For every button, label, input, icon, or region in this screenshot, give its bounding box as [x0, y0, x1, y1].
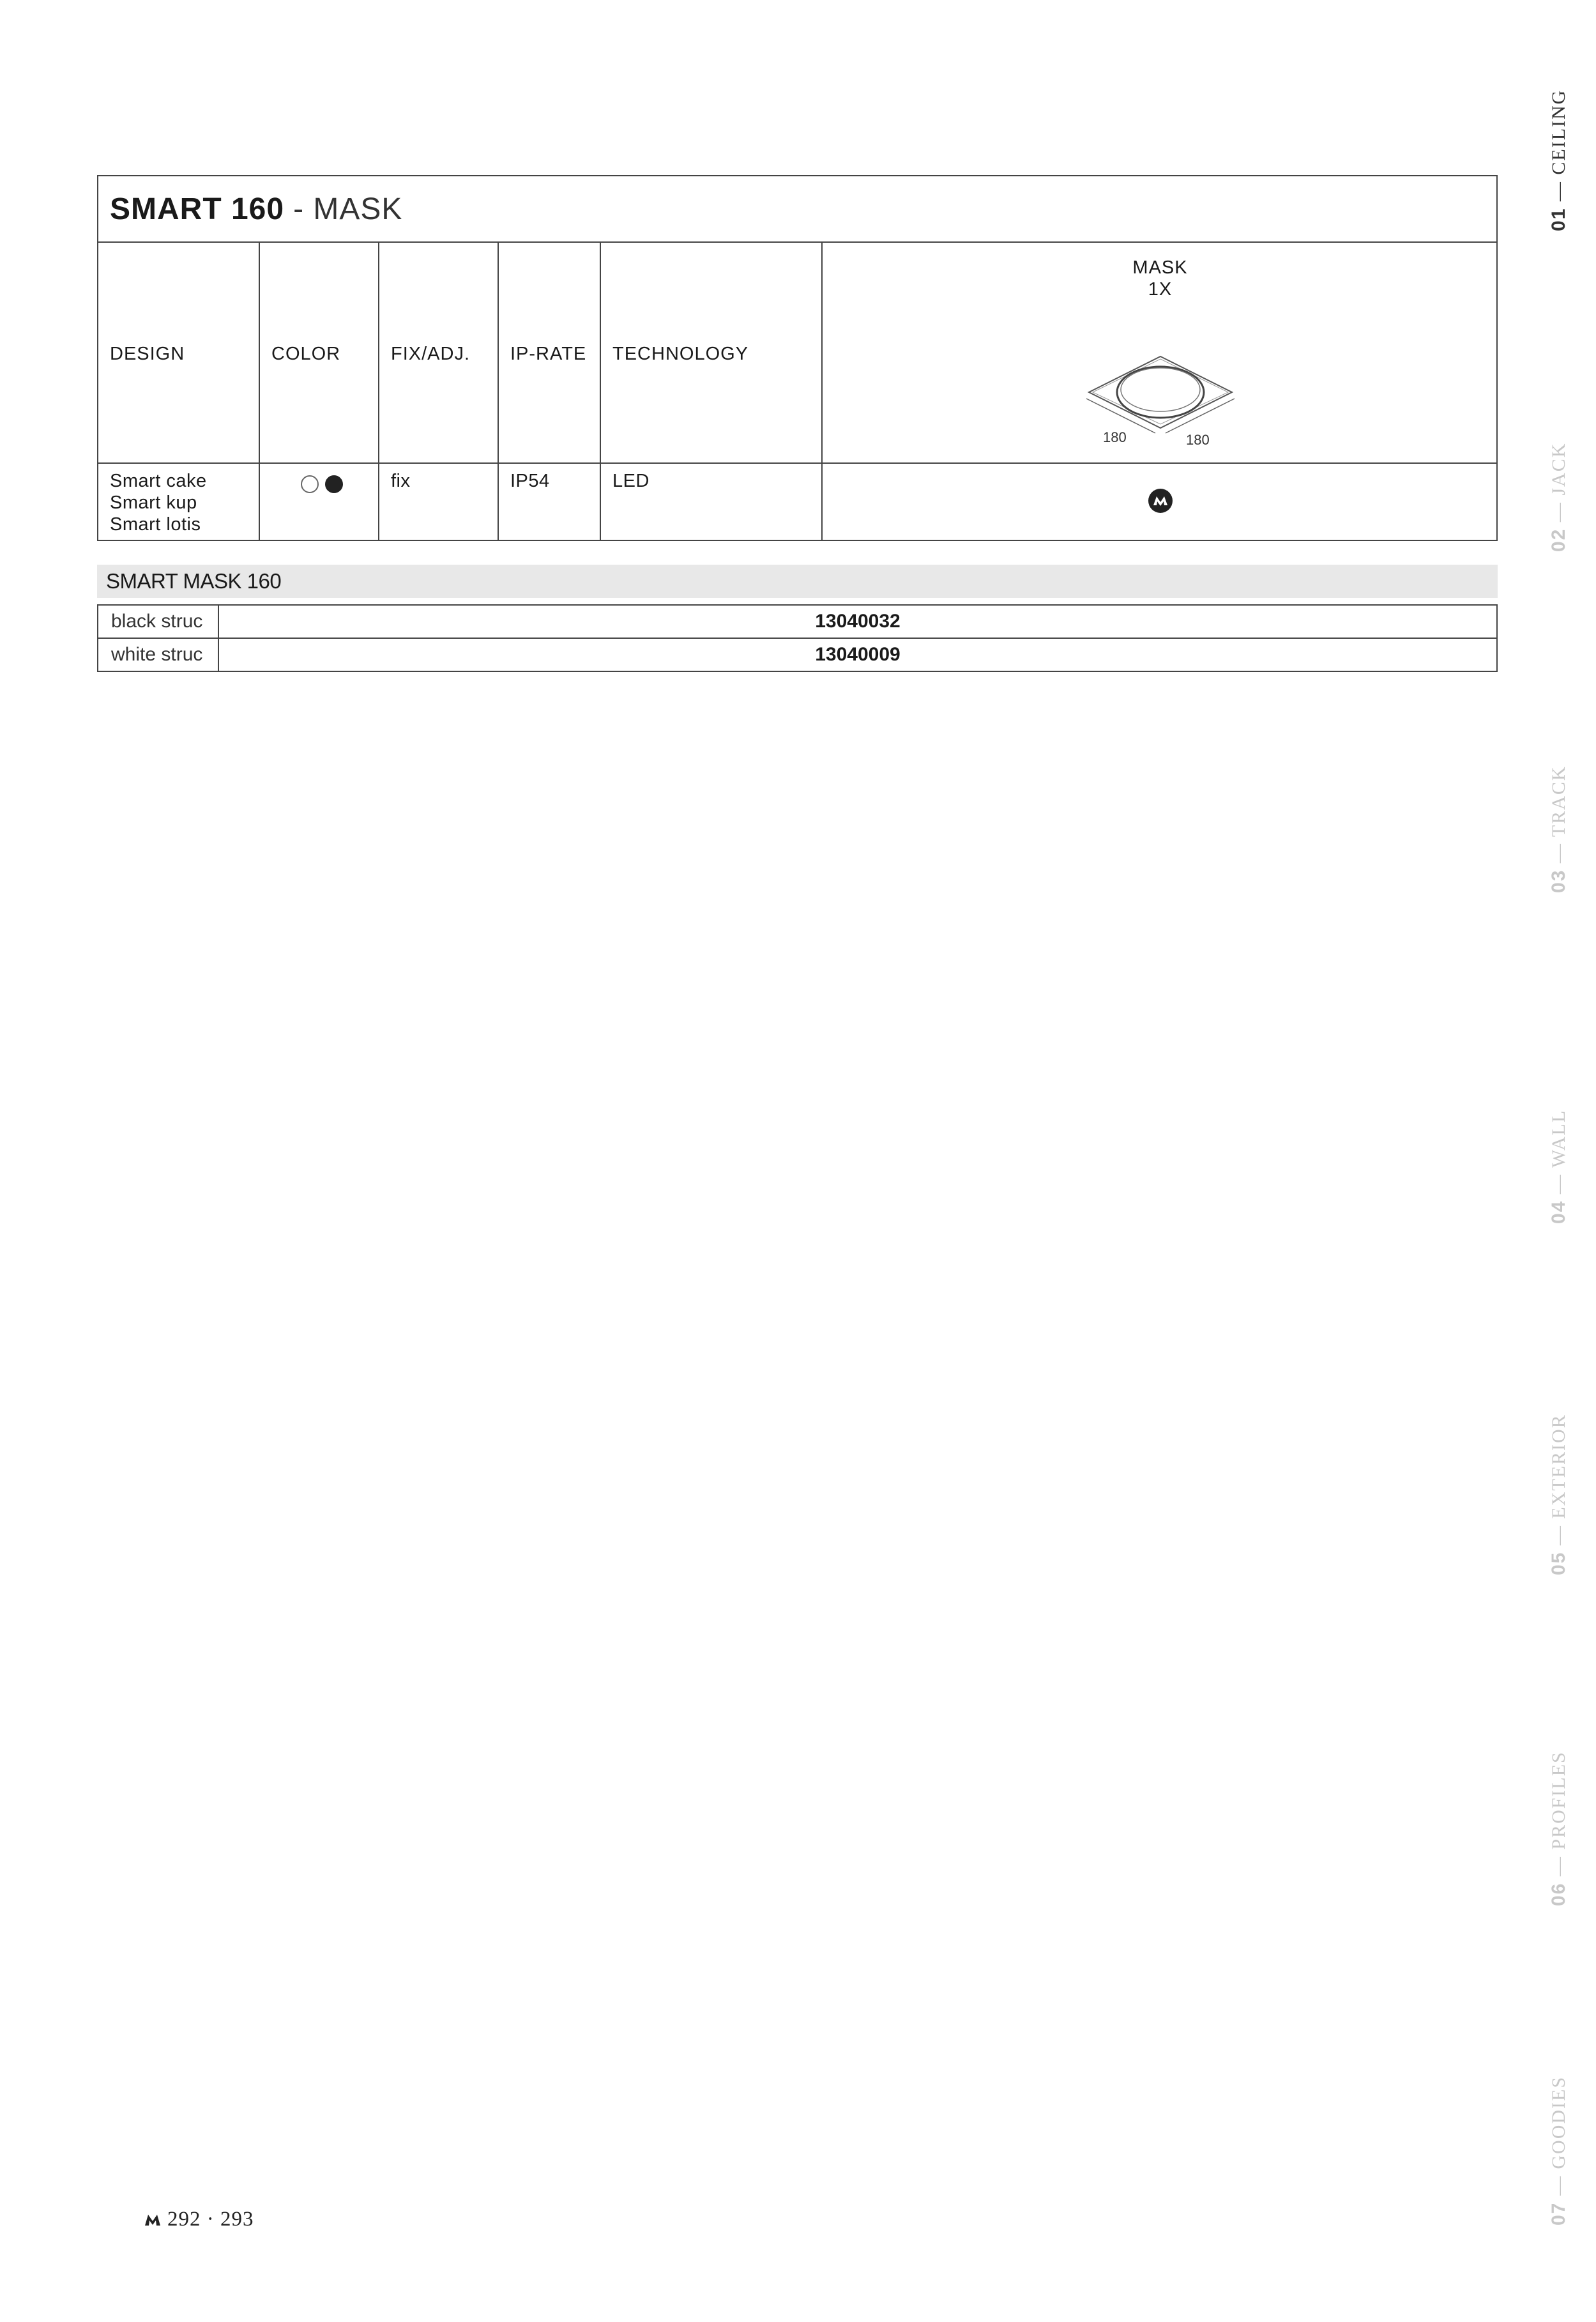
product-variant: - MASK	[293, 192, 403, 226]
col-ip	[499, 243, 601, 541]
color-white-swatch	[301, 475, 319, 493]
header-color: COLOR	[271, 344, 341, 364]
mask-header	[823, 257, 1498, 300]
product-name: SMART 160	[110, 192, 285, 226]
page-numbers: 292 · 293	[167, 2208, 254, 2231]
variant-label: white struc	[98, 638, 218, 671]
side-index-label: PROFILES	[1548, 1751, 1569, 1850]
side-index-label: GOODIES	[1548, 2075, 1569, 2169]
design-item: Smart cake	[110, 471, 207, 491]
header-ip: IP-RATE	[510, 344, 587, 364]
col-technology	[601, 243, 823, 541]
color-options	[260, 464, 378, 541]
technology-value: LED	[612, 471, 650, 491]
spec-table	[97, 175, 1498, 541]
mask-header-line1: MASK	[1132, 257, 1188, 278]
article-code: 13040032	[218, 605, 1497, 638]
color-black-swatch	[325, 475, 343, 493]
side-index-num: 06	[1548, 1882, 1569, 1906]
design-item: Smart lotis	[110, 514, 201, 535]
side-index-label: EXTERIOR	[1548, 1414, 1569, 1519]
side-index-label: CEILING	[1548, 89, 1569, 175]
col-design	[98, 243, 260, 541]
header-technology: TECHNOLOGY	[612, 344, 749, 364]
side-index-num: 03	[1548, 869, 1569, 893]
article-code: 13040009	[218, 638, 1497, 671]
side-index-label: WALL	[1548, 1109, 1569, 1168]
page-footer	[144, 2208, 254, 2231]
col-mask	[823, 243, 1498, 541]
header-design: DESIGN	[110, 344, 185, 364]
brand-logo-icon	[1148, 488, 1173, 514]
variant-label: black struc	[98, 605, 218, 638]
brand-logo-icon	[144, 2213, 161, 2226]
side-index-num: 02	[1548, 528, 1569, 552]
side-index-label: JACK	[1548, 442, 1569, 496]
spec-title	[98, 176, 1496, 243]
code-table-title: SMART MASK 160	[97, 565, 1498, 598]
col-fix	[379, 243, 499, 541]
mask-depth-label: 180	[1185, 432, 1210, 448]
side-index-label: TRACK	[1548, 765, 1569, 837]
spec-grid	[98, 243, 1496, 541]
side-index-num: 07	[1548, 2201, 1569, 2226]
header-fix: FIX/ADJ.	[391, 344, 471, 364]
side-index-num: 05	[1548, 1551, 1569, 1575]
code-table	[97, 604, 1498, 672]
design-item: Smart kup	[110, 493, 197, 513]
side-index-num: 01	[1548, 207, 1569, 231]
design-list	[98, 464, 259, 541]
side-index-num: 04	[1548, 1200, 1569, 1224]
table-row	[98, 638, 1497, 671]
mask-availability	[823, 464, 1498, 541]
mask-width-label: 180	[1102, 429, 1127, 445]
table-row	[98, 605, 1497, 638]
fix-value: fix	[391, 471, 411, 491]
mask-header-line2: 1X	[1148, 279, 1173, 300]
mask-drawing-icon	[1084, 353, 1237, 448]
col-color	[260, 243, 379, 541]
ip-value: IP54	[510, 471, 550, 491]
